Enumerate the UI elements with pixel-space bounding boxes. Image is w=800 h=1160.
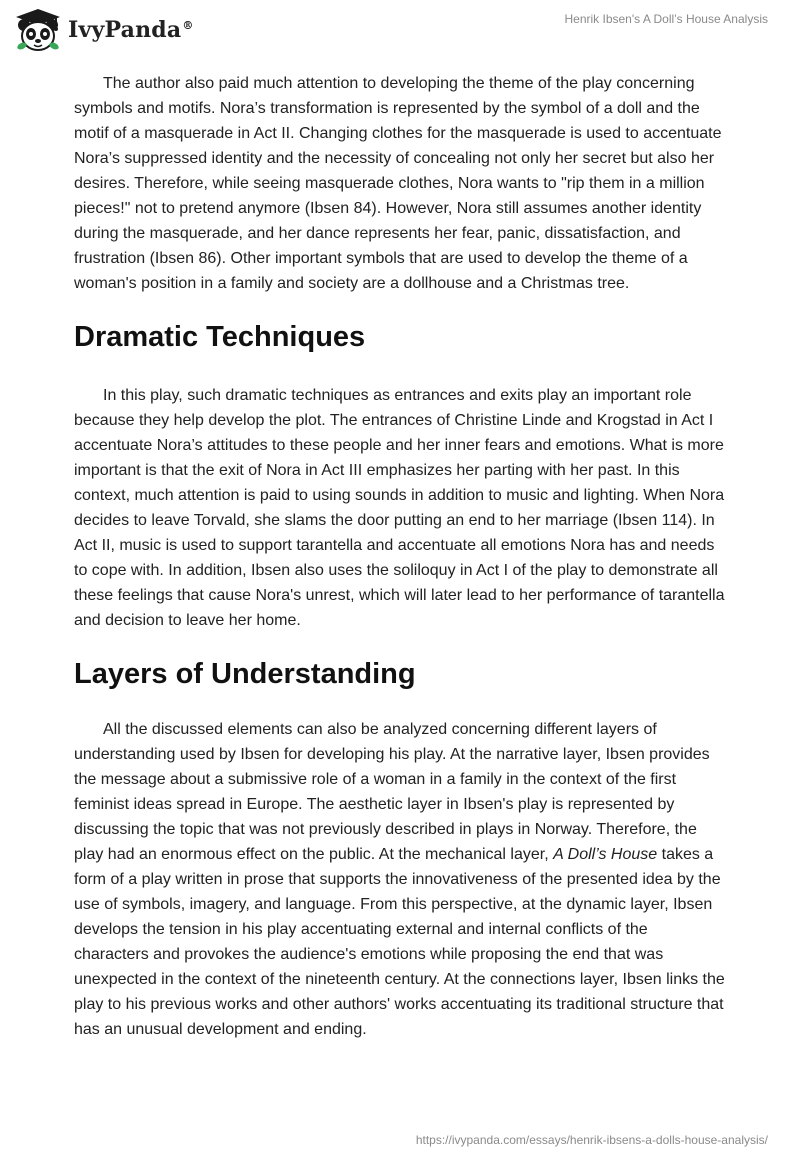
play-title-italic: A Doll’s House xyxy=(553,846,658,863)
brand-name: IvyPanda® xyxy=(68,17,194,43)
paragraph-layers xyxy=(74,717,726,1042)
document-title: Henrik Ibsen's A Doll’s House Analysis xyxy=(564,12,768,26)
brand-logo[interactable] xyxy=(14,8,194,52)
paragraph-symbols: The author also paid much attention to developing the theme of the play concerning symbols and motifs. Nora’s transformation is represented by the symbol of a doll and the motif of a masquerade in Act II. Changing clothes for the masquerade is used to accentuate Nora’s suppressed identity and the necessity of concealing not only her secret but also her desires. Therefore, while seeing masquerade clothes, Nora wants to "rip them in a million pieces!" not to pretend anymore (Ibsen 84). However, Nora still assumes another identity during the masquerade, and her dance represents her fear, panic, dissatisfaction, and frustration (Ibsen 86). Other important symbols that are used to develop the theme of a woman's position in a family and society are a dollhouse and a Christmas tree. xyxy=(74,75,722,292)
page-header xyxy=(0,0,800,60)
heading-layers-of-understanding: Layers of Understanding xyxy=(74,658,416,690)
heading-dramatic-techniques: Dramatic Techniques xyxy=(74,321,366,353)
paragraph-dramatic-techniques: In this play, such dramatic techniques as entrances and exits play an important role because they help develop the plot. The entrances of Christine Linde and Krogstad in Act I accentuate Nora’s attitudes to these people and her inner fears and emotions. What is more important is that the exit of Nora in Act III emphasizes her parting with her past. In this context, much attention is paid to using sounds in addition to music and lighting. When Nora decides to leave Torvald, she slams the door putting an end to her marriage (Ibsen 114). In Act II, music is used to support tarantella and accentuate all emotions Nora has and needs to cope with. In addition, Ibsen also uses the soliloquy in Act I of the play to demonstrate all these feelings that cause Nora's unrest, which will later lead to her performance of tarantella and decision to leave her home. xyxy=(74,387,725,629)
paragraph-layers-part2: takes a form of a play written in prose that supports the innovativeness of the presented idea by the use of symbols, imagery, and language. From this perspective, at the dynamic layer, Ibsen develops the tension in his play accentuating external and internal conflicts of the characters and provokes the audience's emotions while proposing the end that was unexpected in the context of the nineteenth century. At the connections layer, Ibsen links the play to his previous works and other authors' works accentuating its traditional structure that has an unusual development and ending. xyxy=(74,846,725,1038)
essay-content xyxy=(74,71,726,1042)
registered-mark: ® xyxy=(182,18,194,32)
paragraph-layers-part1: All the discussed elements can also be analyzed concerning different layers of understanding used by Ibsen for developing his play. At the narrative layer, Ibsen provides the message about a submissive role of a woman in a family in the context of the first feminist ideas spread in Europe. The aesthetic layer in Ibsen's play is represented by discussing the topic that was not previously described in plays in Norway. Therefore, the play had an enormous effect on the public. At the mechanical layer, xyxy=(74,721,710,863)
panda-graduate-icon xyxy=(14,8,62,52)
source-url[interactable]: https://ivypanda.com/essays/henrik-ibsens-a-dolls-house-analysis/ xyxy=(415,1133,768,1147)
